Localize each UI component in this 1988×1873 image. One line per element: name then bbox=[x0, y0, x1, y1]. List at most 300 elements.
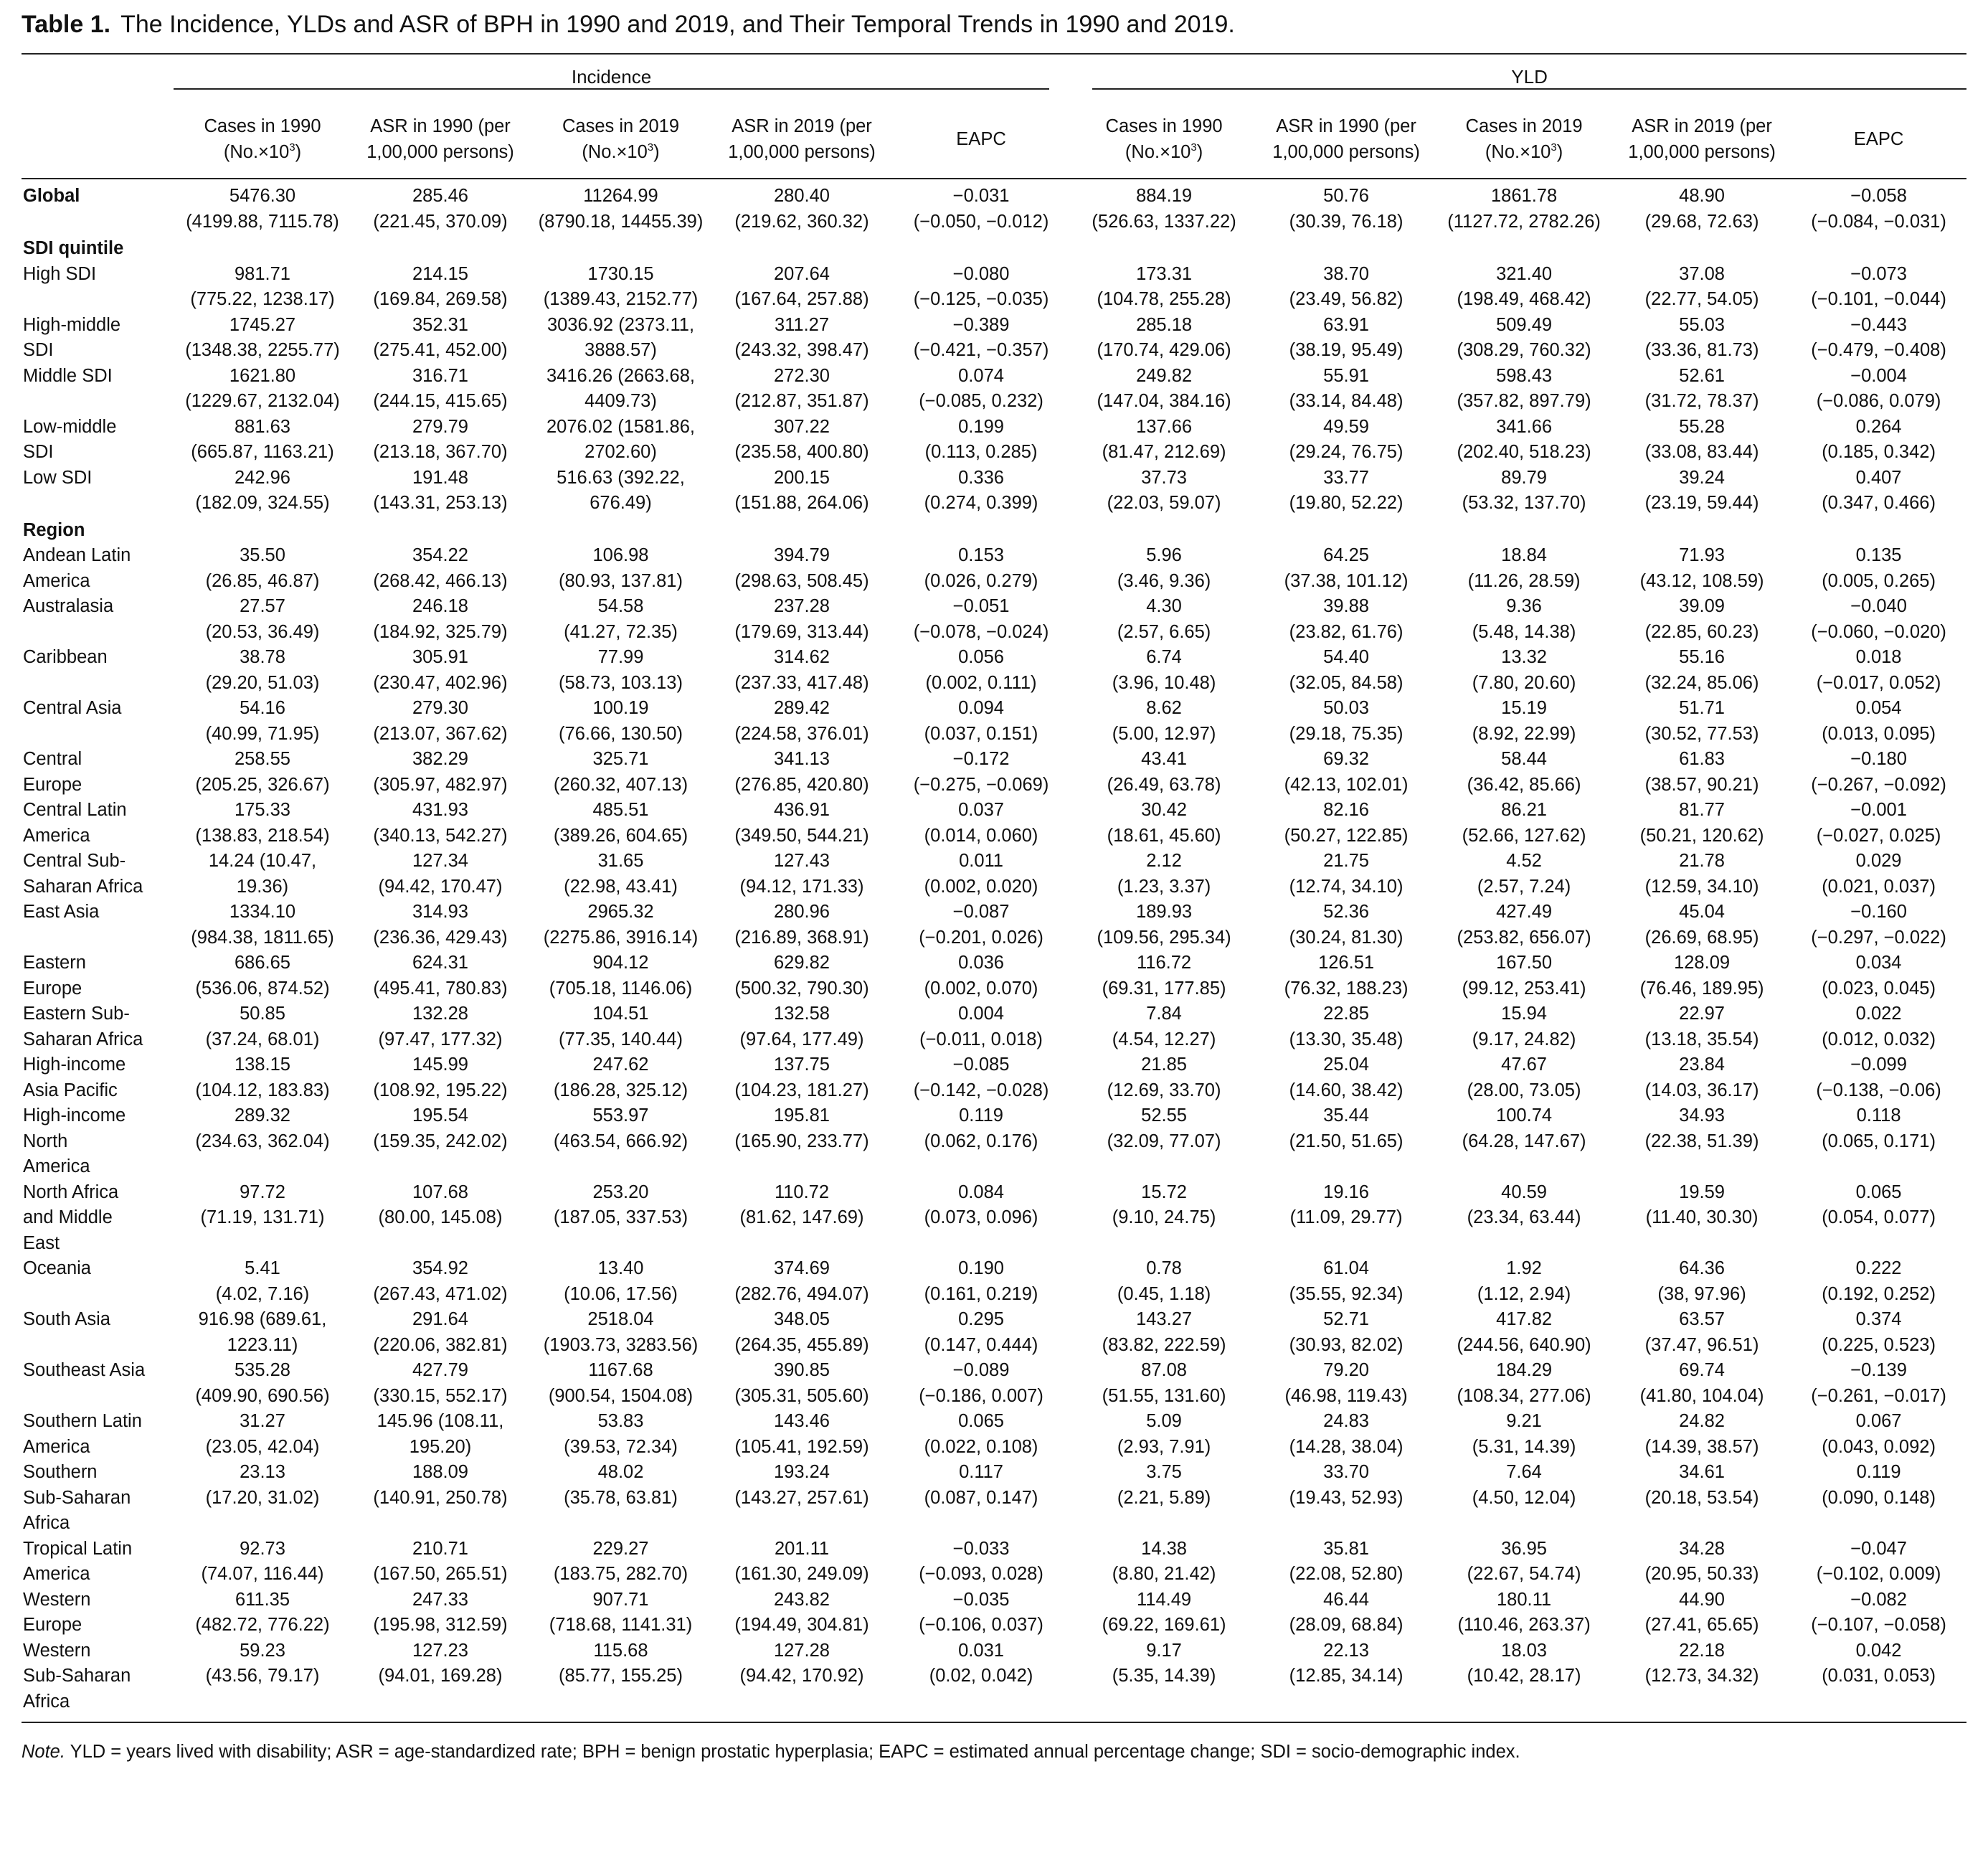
table-cell: 427.49 (253.82, 656.07) bbox=[1457, 902, 1591, 948]
table-cell: 1621.80 (1229.67, 2132.04) bbox=[185, 365, 340, 411]
table-cell: 280.40 (219.62, 360.32) bbox=[734, 186, 869, 232]
table-cell: 390.85 (305.31, 505.60) bbox=[734, 1360, 869, 1406]
table-cell: 1334.10 (984.38, 1811.65) bbox=[191, 902, 334, 948]
table-cell: 38.70 (23.49, 56.82) bbox=[1289, 263, 1404, 309]
table-cell: 374.69 (282.76, 494.07) bbox=[734, 1258, 869, 1304]
table-cell: −0.172 (−0.275, −0.069) bbox=[913, 749, 1049, 795]
table-cell: 0.036 (0.002, 0.070) bbox=[924, 953, 1038, 999]
table-row bbox=[22, 594, 1966, 645]
table-cell: 189.93 (109.56, 295.34) bbox=[1097, 902, 1231, 948]
row-label: High-income North America bbox=[23, 1105, 126, 1176]
table-cell: 0.222 (0.192, 0.252) bbox=[1822, 1258, 1936, 1304]
table-cell: 82.16 (50.27, 122.85) bbox=[1284, 800, 1409, 846]
row-label: Central Sub- Saharan Africa bbox=[23, 851, 143, 897]
table-cell: 200.15 (151.88, 264.06) bbox=[734, 467, 869, 513]
table-cell: 104.51 (77.35, 140.44) bbox=[559, 1004, 683, 1049]
table-cell: 167.50 (99.12, 253.41) bbox=[1462, 953, 1586, 999]
table-cell: 44.90 (27.41, 65.65) bbox=[1644, 1589, 1759, 1635]
row-label: South Asia bbox=[23, 1309, 110, 1329]
group-header-yld: YLD bbox=[1071, 54, 1966, 100]
table-cell: 54.58 (41.27, 72.35) bbox=[564, 596, 678, 642]
table-cell: 7.64 (4.50, 12.04) bbox=[1472, 1462, 1576, 1508]
table-cell: 249.82 (147.04, 384.16) bbox=[1097, 365, 1231, 411]
table-cell: 18.03 (10.42, 28.17) bbox=[1435, 1638, 1613, 1723]
table-cell: 0.119 (0.062, 0.176) bbox=[924, 1105, 1038, 1151]
table-cell: 114.49 (69.22, 169.61) bbox=[1102, 1589, 1226, 1635]
table-cell: 229.27 (183.75, 282.70) bbox=[553, 1538, 688, 1584]
row-label: Western Sub-Saharan Africa bbox=[22, 1638, 174, 1723]
table-cell: 5.41 (4.02, 7.16) bbox=[215, 1258, 310, 1304]
column-header bbox=[1071, 100, 1257, 179]
table-cell: 0.054 (0.013, 0.095) bbox=[1822, 698, 1936, 744]
table-cell: 50.85 (37.24, 68.01) bbox=[205, 1004, 320, 1049]
column-header-line2-text: (No.×10 bbox=[1485, 142, 1551, 162]
column-header-line2-suffix: ) bbox=[653, 142, 660, 162]
table-cell: 1167.68 (900.54, 1504.08) bbox=[548, 1360, 694, 1406]
table-cell: 279.30 (213.07, 367.62) bbox=[373, 698, 508, 744]
table-cell: 321.40 (198.49, 468.42) bbox=[1457, 263, 1591, 309]
column-header-superscript: 3 bbox=[289, 141, 295, 154]
table-cell: −0.031 (−0.050, −0.012) bbox=[913, 186, 1049, 232]
table-cell: 87.08 (51.55, 131.60) bbox=[1102, 1360, 1226, 1406]
table-cell: 107.68 (80.00, 145.08) bbox=[378, 1181, 503, 1227]
table-cell: 33.77 (19.80, 52.22) bbox=[1289, 467, 1404, 513]
table-cell: 0.022 (0.012, 0.032) bbox=[1822, 1004, 1936, 1049]
section-header-row bbox=[22, 516, 1966, 544]
table-cell: 253.20 (187.05, 337.53) bbox=[553, 1181, 688, 1227]
row-label: Central Europe bbox=[23, 749, 82, 795]
table-cell: 2.12 (1.23, 3.37) bbox=[1117, 851, 1211, 897]
table-cell: 247.62 (186.28, 325.12) bbox=[553, 1055, 688, 1100]
table-cell: 9.36 (5.48, 14.38) bbox=[1472, 596, 1576, 642]
table-cell: −0.080 (−0.125, −0.035) bbox=[913, 263, 1049, 309]
table-cell: 5.09 (2.93, 7.91) bbox=[1117, 1411, 1211, 1457]
table-cell: 0.135 (0.005, 0.265) bbox=[1822, 545, 1936, 591]
section-header-row bbox=[22, 235, 1966, 262]
table-row bbox=[22, 1103, 1966, 1180]
row-label: Western Europe bbox=[23, 1589, 91, 1635]
table-cell: 3416.26 (2663.68, 4409.73) bbox=[546, 365, 695, 411]
table-cell: 34.93 (22.38, 51.39) bbox=[1644, 1105, 1759, 1151]
table-cell: 127.34 (94.42, 170.47) bbox=[378, 851, 503, 897]
table-cell: 1745.27 (1348.38, 2255.77) bbox=[185, 314, 340, 360]
table-cell: 5476.30 (4199.88, 7115.78) bbox=[186, 186, 339, 232]
table-title-label: Table 1. bbox=[22, 11, 111, 38]
table-cell: 127.28 (94.42, 170.92) bbox=[712, 1638, 891, 1723]
table-cell: 0.037 (0.014, 0.060) bbox=[924, 800, 1038, 846]
table-cell: 92.73 (74.07, 116.44) bbox=[201, 1538, 324, 1584]
table-cell: 624.31 (495.41, 780.83) bbox=[373, 953, 508, 999]
table-cell: 0.78 (0.45, 1.18) bbox=[1117, 1258, 1211, 1304]
table-cell: 40.59 (23.34, 63.44) bbox=[1467, 1181, 1581, 1227]
table-cell: 258.55 (205.25, 326.67) bbox=[195, 749, 330, 795]
table-cell: 314.93 (236.36, 429.43) bbox=[373, 902, 508, 948]
table-cell: 22.13 (12.85, 34.14) bbox=[1257, 1638, 1435, 1723]
table-cell: 145.96 (108.11, 195.20) bbox=[377, 1411, 504, 1457]
table-cell: 0.029 (0.021, 0.037) bbox=[1822, 851, 1936, 897]
table-cell: 14.38 (8.80, 21.42) bbox=[1112, 1538, 1216, 1584]
table-cell: 132.28 (97.47, 177.32) bbox=[378, 1004, 503, 1049]
column-header-line2-text: EAPC bbox=[1853, 129, 1904, 149]
table-cell: 9.17 (5.35, 14.39) bbox=[1071, 1638, 1257, 1723]
row-label: Central Asia bbox=[23, 698, 122, 718]
table-cell: 4.30 (2.57, 6.65) bbox=[1117, 596, 1211, 642]
column-header bbox=[1435, 100, 1613, 179]
table-cell: 58.44 (36.42, 85.66) bbox=[1467, 749, 1581, 795]
table-cell: 417.82 (244.56, 640.90) bbox=[1457, 1309, 1591, 1355]
table-cell: −0.073 (−0.101, −0.044) bbox=[1811, 263, 1946, 309]
table-cell: 71.93 (43.12, 108.59) bbox=[1639, 545, 1764, 591]
table-cell: 311.27 (243.32, 398.47) bbox=[734, 314, 869, 360]
table-cell: 427.79 (330.15, 552.17) bbox=[373, 1360, 508, 1406]
table-cell: 106.98 (80.93, 137.81) bbox=[559, 545, 683, 591]
table-cell: 1.92 (1.12, 2.94) bbox=[1477, 1258, 1571, 1304]
table-cell: 629.82 (500.32, 790.30) bbox=[734, 953, 869, 999]
table-cell: 214.15 (169.84, 269.58) bbox=[373, 263, 508, 309]
table-cell: 1861.78 (1127.72, 2782.26) bbox=[1447, 186, 1601, 232]
column-header-line2-suffix: ) bbox=[1556, 142, 1563, 162]
table-row bbox=[22, 950, 1966, 1001]
column-header-line2 bbox=[1613, 139, 1791, 165]
row-label: Southern Sub-Saharan Africa bbox=[23, 1462, 131, 1533]
table-note bbox=[22, 1740, 1966, 1763]
table-cell: 110.72 (81.62, 147.69) bbox=[739, 1181, 864, 1227]
table-cell: 35.81 (22.08, 52.80) bbox=[1289, 1538, 1404, 1584]
table-cell: 13.32 (7.80, 20.60) bbox=[1472, 647, 1576, 693]
table-title-text: The Incidence, YLDs and ASR of BPH in 1990 and 2019, and Their Temporal Trends in 1990 and 2019. bbox=[120, 11, 1235, 38]
table-cell: 69.74 (41.80, 104.04) bbox=[1639, 1360, 1764, 1406]
column-header-line2-text: 1,00,000 persons) bbox=[1272, 142, 1420, 162]
table-cell: −0.160 (−0.297, −0.022) bbox=[1811, 902, 1946, 948]
table-cell: 55.16 (32.24, 85.06) bbox=[1644, 647, 1759, 693]
table-cell: 314.62 (237.33, 417.48) bbox=[734, 647, 869, 693]
table-cell: 341.13 (276.85, 420.80) bbox=[734, 749, 869, 795]
section-label: Region bbox=[23, 519, 85, 540]
table-cell: 9.21 (5.31, 14.39) bbox=[1472, 1411, 1576, 1457]
table-cell: 54.40 (32.05, 84.58) bbox=[1289, 647, 1404, 693]
table-cell: 2518.04 (1903.73, 3283.56) bbox=[543, 1309, 699, 1355]
table-cell: 195.54 (159.35, 242.02) bbox=[373, 1105, 508, 1151]
table-cell: 24.82 (14.39, 38.57) bbox=[1644, 1411, 1759, 1457]
row-label: Tropical Latin America bbox=[23, 1538, 133, 1584]
column-header-line1: Cases in 2019 bbox=[562, 116, 680, 136]
document-page bbox=[22, 10, 1966, 1763]
table-cell: 31.27 (23.05, 42.04) bbox=[205, 1411, 320, 1457]
table-body bbox=[22, 179, 1966, 1722]
table-cell: 128.09 (76.46, 189.95) bbox=[1639, 953, 1764, 999]
row-label: Global bbox=[23, 186, 80, 206]
column-header bbox=[174, 100, 351, 179]
table-cell: 0.056 (0.002, 0.111) bbox=[925, 647, 1037, 693]
table-cell: 611.35 (482.72, 776.22) bbox=[195, 1589, 330, 1635]
column-header bbox=[529, 100, 712, 179]
row-label: High SDI bbox=[23, 263, 97, 284]
table-cell: 1730.15 (1389.43, 2152.77) bbox=[543, 263, 699, 309]
table-cell: 53.83 (39.53, 72.34) bbox=[564, 1411, 678, 1457]
table-cell: 247.33 (195.98, 312.59) bbox=[373, 1589, 508, 1635]
table-cell: 23.84 (14.03, 36.17) bbox=[1644, 1055, 1759, 1100]
column-header-line2-text: (No.×10 bbox=[1125, 142, 1191, 162]
table-row bbox=[22, 1052, 1966, 1103]
table-cell: 35.50 (26.85, 46.87) bbox=[205, 545, 320, 591]
table-cell: 31.65 (22.98, 43.41) bbox=[564, 851, 678, 897]
row-label: Eastern Sub- Saharan Africa bbox=[23, 1004, 143, 1049]
table-row bbox=[22, 1001, 1966, 1052]
table-cell: 431.93 (340.13, 542.27) bbox=[373, 800, 508, 846]
table-cell: 52.71 (30.93, 82.02) bbox=[1289, 1309, 1404, 1355]
table-cell: 13.40 (10.06, 17.56) bbox=[564, 1258, 678, 1304]
table-cell: 138.15 (104.12, 183.83) bbox=[195, 1055, 330, 1100]
table-row bbox=[22, 798, 1966, 849]
table-cell: 193.24 (143.27, 257.61) bbox=[734, 1462, 869, 1508]
column-header-row bbox=[22, 100, 1966, 179]
table-cell: 0.074 (−0.085, 0.232) bbox=[919, 365, 1043, 411]
table-cell: 0.190 (0.161, 0.219) bbox=[924, 1258, 1038, 1304]
column-header bbox=[1257, 100, 1435, 179]
table-cell: 243.82 (194.49, 304.81) bbox=[734, 1589, 869, 1635]
column-header-line1: ASR in 2019 (per bbox=[1632, 116, 1772, 136]
table-row bbox=[22, 645, 1966, 696]
row-label: Southern Latin America bbox=[23, 1411, 142, 1457]
table-cell: 64.36 (38, 97.96) bbox=[1657, 1258, 1746, 1304]
table-cell: −0.033 (−0.093, 0.028) bbox=[919, 1538, 1043, 1584]
table-cell: −0.058 (−0.084, −0.031) bbox=[1811, 186, 1946, 232]
table-cell: 18.84 (11.26, 28.59) bbox=[1467, 545, 1581, 591]
table-cell: 49.59 (29.24, 76.75) bbox=[1289, 416, 1404, 462]
table-cell: 0.119 (0.090, 0.148) bbox=[1822, 1462, 1936, 1508]
table-cell: 132.58 (97.64, 177.49) bbox=[739, 1004, 864, 1049]
table-cell: 237.28 (179.69, 313.44) bbox=[734, 596, 869, 642]
row-label: High-income Asia Pacific bbox=[23, 1055, 126, 1100]
table-cell: 0.065 (0.022, 0.108) bbox=[924, 1411, 1038, 1457]
table-cell: 0.117 (0.087, 0.147) bbox=[924, 1462, 1038, 1508]
table-cell: 0.004 (−0.011, 0.018) bbox=[919, 1004, 1043, 1049]
table-cell: 8.62 (5.00, 12.97) bbox=[1112, 698, 1216, 744]
table-cell: 916.98 (689.61, 1223.11) bbox=[198, 1309, 327, 1355]
table-cell: 100.74 (64.28, 147.67) bbox=[1462, 1105, 1586, 1151]
column-header-line2 bbox=[712, 139, 891, 165]
column-header bbox=[1613, 100, 1791, 179]
table-cell: 352.31 (275.41, 452.00) bbox=[373, 314, 508, 360]
table-cell: 126.51 (76.32, 188.23) bbox=[1284, 953, 1409, 999]
table-cell: 485.51 (389.26, 604.65) bbox=[553, 800, 688, 846]
table-cell: 246.18 (184.92, 325.79) bbox=[373, 596, 508, 642]
table-cell: 0.199 (0.113, 0.285) bbox=[924, 416, 1038, 462]
table-cell: 0.374 (0.225, 0.523) bbox=[1822, 1309, 1936, 1355]
table-cell: 354.22 (268.42, 466.13) bbox=[373, 545, 508, 591]
table-cell: −0.180 (−0.267, −0.092) bbox=[1811, 749, 1946, 795]
table-cell: 280.96 (216.89, 368.91) bbox=[734, 902, 869, 948]
table-cell: 61.04 (35.55, 92.34) bbox=[1289, 1258, 1404, 1304]
column-header-line2-text: 1,00,000 persons) bbox=[1628, 142, 1776, 162]
row-label: Low SDI bbox=[23, 467, 93, 488]
table-cell: 0.034 (0.023, 0.045) bbox=[1822, 953, 1936, 999]
table-cell: 38.78 (29.20, 51.03) bbox=[205, 647, 320, 693]
table-cell: 7.84 (4.54, 12.27) bbox=[1112, 1004, 1216, 1049]
table-cell: 19.59 (11.40, 30.30) bbox=[1645, 1181, 1759, 1227]
column-header-line2-text: 1,00,000 persons) bbox=[728, 142, 876, 162]
table-cell: −0.443 (−0.479, −0.408) bbox=[1811, 314, 1946, 360]
column-header-line2-text: (No.×10 bbox=[223, 142, 290, 162]
table-cell: 2965.32 (2275.86, 3916.14) bbox=[543, 902, 699, 948]
column-header-line2-text: (No.×10 bbox=[582, 142, 648, 162]
table-cell: 516.63 (392.22, 676.49) bbox=[557, 467, 685, 513]
table-cell: 15.94 (9.17, 24.82) bbox=[1472, 1004, 1576, 1049]
table-cell: 0.065 (0.054, 0.077) bbox=[1822, 1181, 1936, 1227]
table-cell: 24.83 (14.28, 38.04) bbox=[1289, 1411, 1404, 1457]
table-cell: 2076.02 (1581.86, 2702.60) bbox=[546, 416, 695, 462]
table-cell: 48.90 (29.68, 72.63) bbox=[1644, 186, 1759, 232]
table-cell: 509.49 (308.29, 760.32) bbox=[1457, 314, 1591, 360]
row-label: High-middle SDI bbox=[23, 314, 121, 360]
table-cell: 553.97 (463.54, 666.92) bbox=[553, 1105, 688, 1151]
table-cell: 0.042 (0.031, 0.053) bbox=[1791, 1638, 1966, 1723]
table-row bbox=[22, 364, 1966, 415]
column-header-line2 bbox=[1071, 139, 1257, 165]
table-cell: 175.33 (138.83, 218.54) bbox=[195, 800, 330, 846]
table-cell: 598.43 (357.82, 897.79) bbox=[1457, 365, 1591, 411]
table-cell: 15.19 (8.92, 22.99) bbox=[1472, 698, 1576, 744]
table-cell: 14.24 (10.47, 19.36) bbox=[208, 851, 317, 897]
table-cell: 100.19 (76.66, 130.50) bbox=[559, 698, 683, 744]
table-cell: 43.41 (26.49, 63.78) bbox=[1107, 749, 1221, 795]
table-cell: 21.85 (12.69, 33.70) bbox=[1107, 1055, 1221, 1100]
table-cell: 34.61 (20.18, 53.54) bbox=[1644, 1462, 1759, 1508]
table-row bbox=[22, 415, 1966, 466]
table-cell: 22.85 (13.30, 35.48) bbox=[1289, 1004, 1404, 1049]
table-cell: 188.09 (140.91, 250.78) bbox=[373, 1462, 508, 1508]
table-cell: 348.05 (264.35, 455.89) bbox=[734, 1309, 869, 1355]
column-header-line2 bbox=[174, 139, 351, 165]
table-cell: 48.02 (35.78, 63.81) bbox=[564, 1462, 678, 1508]
table-cell: 89.79 (53.32, 137.70) bbox=[1462, 467, 1586, 513]
table-cell: 81.77 (50.21, 120.62) bbox=[1639, 800, 1764, 846]
column-header-line2 bbox=[891, 126, 1071, 152]
column-header-line1: ASR in 1990 (per bbox=[370, 116, 511, 136]
table-cell: 115.68 (85.77, 155.25) bbox=[529, 1638, 712, 1723]
column-header-line2 bbox=[529, 139, 712, 165]
table-cell: 173.31 (104.78, 255.28) bbox=[1097, 263, 1231, 309]
group-header-incidence: Incidence bbox=[174, 54, 1071, 100]
column-header bbox=[891, 100, 1071, 179]
table-cell: 21.75 (12.74, 34.10) bbox=[1289, 851, 1404, 897]
row-label: Central Latin America bbox=[23, 800, 127, 846]
table-row bbox=[22, 1537, 1966, 1587]
table-cell: 97.72 (71.19, 131.71) bbox=[200, 1181, 325, 1227]
column-header bbox=[1791, 100, 1966, 179]
table-cell: 307.22 (235.58, 400.80) bbox=[734, 416, 869, 462]
table-row bbox=[22, 262, 1966, 313]
table-cell: 285.18 (170.74, 429.06) bbox=[1097, 314, 1231, 360]
table-row bbox=[22, 1358, 1966, 1409]
table-cell: 39.24 (23.19, 59.44) bbox=[1644, 467, 1759, 513]
table-cell: 63.91 (38.19, 95.49) bbox=[1289, 314, 1404, 360]
table-row bbox=[22, 849, 1966, 900]
row-label: Caribbean bbox=[23, 647, 108, 667]
table-cell: 0.011 (0.002, 0.020) bbox=[924, 851, 1038, 897]
note-label: Note. bbox=[22, 1742, 65, 1762]
column-header-line2 bbox=[1435, 139, 1613, 165]
table-cell: 36.95 (22.67, 54.74) bbox=[1467, 1538, 1581, 1584]
column-header-line2-suffix: ) bbox=[1196, 142, 1203, 162]
table-cell: −0.099 (−0.138, −0.06) bbox=[1816, 1055, 1941, 1100]
row-label: Andean Latin America bbox=[23, 545, 131, 591]
table-cell: 50.03 (29.18, 75.35) bbox=[1289, 698, 1404, 744]
table-cell: 143.27 (83.82, 222.59) bbox=[1102, 1309, 1226, 1355]
table-cell: 289.32 (234.63, 362.04) bbox=[195, 1105, 330, 1151]
table-cell: 191.48 (143.31, 253.13) bbox=[373, 467, 508, 513]
table-cell: 54.16 (40.99, 71.95) bbox=[205, 698, 320, 744]
table-cell: 34.28 (20.95, 50.33) bbox=[1644, 1538, 1759, 1584]
table-cell: 27.57 (20.53, 36.49) bbox=[205, 596, 320, 642]
table-row bbox=[22, 1180, 1966, 1257]
table-cell: 3036.92 (2373.11, 3888.57) bbox=[546, 314, 695, 360]
table-cell: 116.72 (69.31, 177.85) bbox=[1102, 953, 1226, 999]
column-header-line2 bbox=[351, 139, 529, 165]
table-cell: 61.83 (38.57, 90.21) bbox=[1644, 749, 1759, 795]
row-label: Low-middle SDI bbox=[23, 416, 117, 462]
table-cell: 35.44 (21.50, 51.65) bbox=[1289, 1105, 1404, 1151]
table-cell: 316.71 (244.15, 415.65) bbox=[373, 365, 508, 411]
table-cell: 37.08 (22.77, 54.05) bbox=[1644, 263, 1759, 309]
table-cell: 22.18 (12.73, 34.32) bbox=[1613, 1638, 1791, 1723]
table-cell: 22.97 (13.18, 35.54) bbox=[1644, 1004, 1759, 1049]
table-cell: 981.71 (775.22, 1238.17) bbox=[190, 263, 335, 309]
table-cell: 39.09 (22.85, 60.23) bbox=[1644, 596, 1759, 642]
table-cell: −0.087 (−0.201, 0.026) bbox=[919, 902, 1043, 948]
table-cell: 686.65 (536.06, 874.52) bbox=[195, 953, 330, 999]
table-cell: 46.44 (28.09, 68.84) bbox=[1289, 1589, 1404, 1635]
table-cell: 0.018 (−0.017, 0.052) bbox=[1816, 647, 1941, 693]
table-cell: 242.96 (182.09, 324.55) bbox=[195, 467, 330, 513]
table-cell: 535.28 (409.90, 690.56) bbox=[195, 1360, 330, 1406]
table-cell: 23.13 (17.20, 31.02) bbox=[205, 1462, 320, 1508]
table-cell: 180.11 (110.46, 263.37) bbox=[1457, 1589, 1591, 1635]
table-row bbox=[22, 1460, 1966, 1537]
table-cell: 201.11 (161.30, 249.09) bbox=[734, 1538, 869, 1584]
table-cell: 77.99 (58.73, 103.13) bbox=[559, 647, 683, 693]
table-cell: 30.42 (18.61, 45.60) bbox=[1107, 800, 1221, 846]
table-cell: 382.29 (305.97, 482.97) bbox=[373, 749, 508, 795]
table-cell: 143.46 (105.41, 192.59) bbox=[734, 1411, 869, 1457]
table-cell: 6.74 (3.96, 10.48) bbox=[1112, 647, 1216, 693]
table-cell: 86.21 (52.66, 127.62) bbox=[1462, 800, 1586, 846]
table-row bbox=[22, 900, 1966, 950]
table-cell: 0.067 (0.043, 0.092) bbox=[1822, 1411, 1936, 1457]
table-cell: −0.089 (−0.186, 0.007) bbox=[919, 1360, 1043, 1406]
table-cell: 52.55 (32.09, 77.07) bbox=[1107, 1105, 1221, 1151]
table-cell: 0.295 (0.147, 0.444) bbox=[924, 1309, 1038, 1355]
table-cell: −0.004 (−0.086, 0.079) bbox=[1816, 365, 1941, 411]
table-cell: 33.70 (19.43, 52.93) bbox=[1289, 1462, 1404, 1508]
table-cell: 884.19 (526.63, 1337.22) bbox=[1092, 186, 1236, 232]
table-cell: 64.25 (37.38, 101.12) bbox=[1284, 545, 1409, 591]
table-cell: 55.28 (33.08, 83.44) bbox=[1644, 416, 1759, 462]
table-cell: 341.66 (202.40, 518.23) bbox=[1457, 416, 1591, 462]
table-cell: 145.99 (108.92, 195.22) bbox=[373, 1055, 508, 1100]
row-label: Eastern Europe bbox=[23, 953, 86, 999]
column-header-line2-suffix: ) bbox=[295, 142, 302, 162]
table-cell: 0.031 (0.02, 0.042) bbox=[891, 1638, 1071, 1723]
table-cell: −0.001 (−0.027, 0.025) bbox=[1816, 800, 1941, 846]
table-row bbox=[22, 1409, 1966, 1460]
table-cell: 184.29 (108.34, 277.06) bbox=[1457, 1360, 1591, 1406]
table-cell: 354.92 (267.43, 471.02) bbox=[373, 1258, 508, 1304]
table-cell: 55.91 (33.14, 84.48) bbox=[1289, 365, 1404, 411]
table-cell: 0.407 (0.347, 0.466) bbox=[1822, 467, 1936, 513]
row-label: East Asia bbox=[23, 902, 100, 922]
row-label: Oceania bbox=[23, 1258, 91, 1278]
